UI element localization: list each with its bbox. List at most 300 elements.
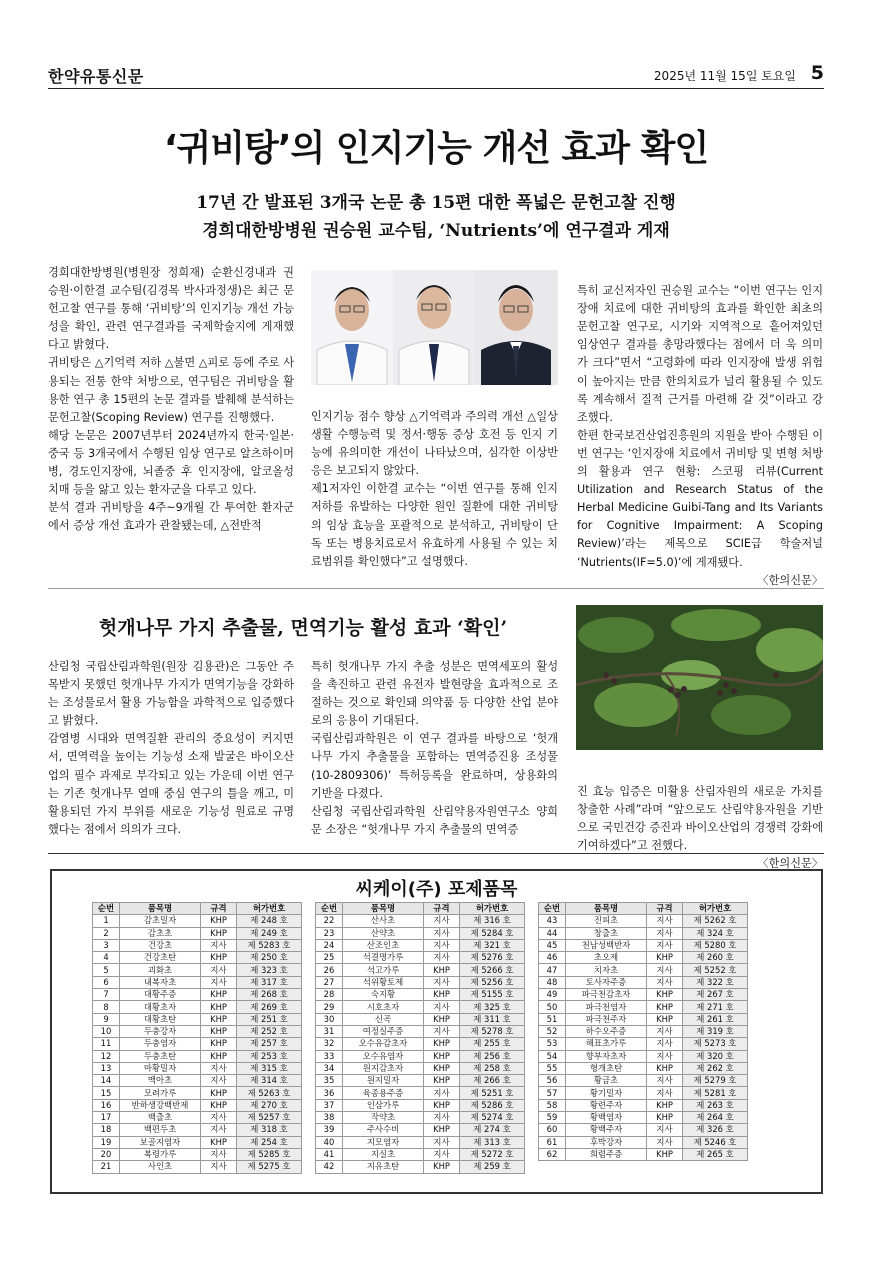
product-spec: 지사 (424, 1087, 460, 1099)
product-name: 대황초자 (120, 1001, 201, 1013)
product-name: 마황밀자 (120, 1062, 201, 1074)
product-number: 21 (93, 1161, 120, 1173)
product-table-header: 순번 (316, 903, 343, 915)
product-row (539, 1148, 748, 1160)
product-name: 파극천염자 (566, 1001, 647, 1013)
product-number: 49 (539, 989, 566, 1001)
product-spec: 지사 (647, 1136, 683, 1148)
product-spec: 지사 (424, 915, 460, 927)
product-spec: KHP (647, 1112, 683, 1124)
product-name: 감초초 (120, 927, 201, 939)
product-table-header: 허가번호 (237, 903, 302, 915)
product-spec: 지사 (647, 1087, 683, 1099)
product-license: 제 5283 호 (237, 939, 302, 951)
product-name: 백편두초 (120, 1124, 201, 1136)
product-number: 11 (93, 1038, 120, 1050)
product-row (93, 1050, 302, 1062)
product-number: 15 (93, 1087, 120, 1099)
product-license: 제 5256 호 (460, 976, 525, 988)
product-name: 진피초 (566, 915, 647, 927)
product-name: 후박강자 (566, 1136, 647, 1148)
product-spec: KHP (201, 1099, 237, 1111)
product-name: 지실초 (343, 1148, 424, 1160)
product-number: 22 (316, 915, 343, 927)
product-name: 오수유감초자 (343, 1038, 424, 1050)
product-row (539, 1062, 748, 1074)
product-row (539, 1013, 748, 1025)
product-number: 17 (93, 1112, 120, 1124)
product-spec: 지사 (424, 1001, 460, 1013)
product-spec: KHP (201, 1038, 237, 1050)
product-number: 50 (539, 1001, 566, 1013)
product-number: 62 (539, 1148, 566, 1160)
product-name: 사인초 (120, 1161, 201, 1173)
product-row (316, 1062, 525, 1074)
product-row (93, 1148, 302, 1160)
product-name: 황련주자 (566, 1099, 647, 1111)
product-license: 제 256 호 (460, 1050, 525, 1062)
product-license: 제 258 호 (460, 1062, 525, 1074)
product-name: 황기밀자 (566, 1087, 647, 1099)
product-license: 제 264 호 (683, 1112, 748, 1124)
product-license: 제 5274 호 (460, 1112, 525, 1124)
product-spec: KHP (201, 927, 237, 939)
product-spec: KHP (201, 1136, 237, 1148)
product-row (316, 1001, 525, 1013)
product-number: 42 (316, 1161, 343, 1173)
product-name: 맥아초 (120, 1075, 201, 1087)
product-number: 36 (316, 1087, 343, 1099)
product-license: 제 5284 호 (460, 927, 525, 939)
product-row (93, 1087, 302, 1099)
product-number: 59 (539, 1112, 566, 1124)
product-spec: KHP (424, 964, 460, 976)
product-number: 51 (539, 1013, 566, 1025)
product-name: 석위황토제 (343, 976, 424, 988)
product-name: 두충초탄 (120, 1050, 201, 1062)
product-number: 1 (93, 915, 120, 927)
article-divider (48, 588, 824, 589)
product-number: 34 (316, 1062, 343, 1074)
product-name: 황백염자 (566, 1112, 647, 1124)
product-spec: 지사 (201, 1112, 237, 1124)
product-row (539, 1038, 748, 1050)
product-row (93, 1099, 302, 1111)
product-number: 57 (539, 1087, 566, 1099)
product-name: 파극천주자 (566, 1013, 647, 1025)
product-license: 제 262 호 (683, 1062, 748, 1074)
product-table-header: 품목명 (120, 903, 201, 915)
product-name: 대황주증 (120, 989, 201, 1001)
product-spec: KHP (424, 1161, 460, 1173)
product-spec: 지사 (647, 1038, 683, 1050)
product-spec: 지사 (647, 915, 683, 927)
product-name: 신곡 (343, 1013, 424, 1025)
product-license: 제 313 호 (460, 1136, 525, 1148)
product-license: 제 267 호 (683, 989, 748, 1001)
product-license: 제 266 호 (460, 1075, 525, 1087)
product-spec: 지사 (647, 927, 683, 939)
product-spec: KHP (201, 1025, 237, 1037)
product-number: 38 (316, 1112, 343, 1124)
product-spec: KHP (647, 1013, 683, 1025)
product-row (316, 1148, 525, 1160)
product-number: 20 (93, 1148, 120, 1160)
product-row (93, 1062, 302, 1074)
product-row (93, 1025, 302, 1037)
product-table-col-2 (315, 902, 525, 1174)
product-table-header: 허가번호 (460, 903, 525, 915)
product-table-header: 순번 (93, 903, 120, 915)
product-row (316, 1136, 525, 1148)
product-table-header: 규격 (424, 903, 460, 915)
product-name: 작약초 (343, 1112, 424, 1124)
product-license: 제 5252 호 (683, 964, 748, 976)
product-spec: 지사 (201, 1148, 237, 1160)
product-number: 12 (93, 1050, 120, 1062)
product-row (539, 976, 748, 988)
product-name: 원지밀자 (343, 1075, 424, 1087)
product-row (539, 1075, 748, 1087)
product-row (316, 915, 525, 927)
product-number: 40 (316, 1136, 343, 1148)
product-spec: KHP (647, 1001, 683, 1013)
product-license: 제 255 호 (460, 1038, 525, 1050)
product-number: 43 (539, 915, 566, 927)
product-license: 제 250 호 (237, 952, 302, 964)
article2-headline: 헛개나무 가지 추출물, 면역기능 활성 효과 ‘확인’ (98, 617, 508, 639)
product-row (539, 1112, 748, 1124)
product-row (93, 1013, 302, 1025)
product-row (539, 1087, 748, 1099)
product-number: 13 (93, 1062, 120, 1074)
product-spec: KHP (647, 1148, 683, 1160)
product-spec: 지사 (201, 1124, 237, 1136)
product-name: 지모염자 (343, 1136, 424, 1148)
product-row (316, 927, 525, 939)
product-row (93, 1112, 302, 1124)
product-table-header: 품목명 (566, 903, 647, 915)
product-table-header-row (93, 903, 302, 915)
product-name: 건강초 (120, 939, 201, 951)
product-spec: 지사 (424, 939, 460, 951)
product-license: 제 323 호 (237, 964, 302, 976)
product-name: 산약초 (343, 927, 424, 939)
product-row (539, 939, 748, 951)
product-name: 내복자초 (120, 976, 201, 988)
product-license: 제 5278 호 (460, 1025, 525, 1037)
product-row (539, 1124, 748, 1136)
product-license: 제 271 호 (683, 1001, 748, 1013)
product-row (93, 915, 302, 927)
product-number: 45 (539, 939, 566, 951)
product-row (539, 915, 748, 927)
product-number: 61 (539, 1136, 566, 1148)
product-name: 육종용주증 (343, 1087, 424, 1099)
product-row (93, 939, 302, 951)
product-name: 두충강자 (120, 1025, 201, 1037)
product-spec: KHP (201, 1050, 237, 1062)
product-name: 반하생강백반제 (120, 1099, 201, 1111)
product-number: 3 (93, 939, 120, 951)
product-table-col-3 (538, 902, 748, 1161)
product-row (539, 1001, 748, 1013)
product-number: 58 (539, 1099, 566, 1111)
product-spec: KHP (647, 1099, 683, 1111)
product-license: 제 320 호 (683, 1050, 748, 1062)
product-row (93, 1038, 302, 1050)
product-name: 치자초 (566, 964, 647, 976)
product-license: 제 260 호 (683, 952, 748, 964)
product-name: 대황초탄 (120, 1013, 201, 1025)
product-license: 제 270 호 (237, 1099, 302, 1111)
product-spec: KHP (424, 1013, 460, 1025)
product-row (539, 964, 748, 976)
product-row (93, 976, 302, 988)
product-list-box (50, 869, 823, 1194)
product-name: 천남성백반자 (566, 939, 647, 951)
product-spec: 지사 (424, 1025, 460, 1037)
product-license: 제 261 호 (683, 1013, 748, 1025)
product-row (316, 1099, 525, 1111)
product-list-title: 씨케이(주) 포제품목 (355, 879, 518, 900)
hovenia-branch-image (576, 605, 823, 750)
product-table-col-1 (92, 902, 302, 1174)
product-row (316, 1075, 525, 1087)
product-spec: 지사 (647, 1075, 683, 1087)
product-row (539, 1136, 748, 1148)
product-row (316, 939, 525, 951)
article1-column-3-text: 특히 교신저자인 권승원 교수는 “이번 연구는 인지장애 치료에 대한 귀비탕의 효과를 확인한 최초의 문헌고찰 연구로, 시기와 지역적으로 흩어져있던 임상연구 결과를 총망라했다는 점에서 더 욱 의미가 크다”면서 “고령화에 따라 인지장애 발생 위험이 높아지는 만큼 한의치료가 널리 활용될 수 있도록 계속해서 질적 근거를 마련해 갈 것”이라고 강조했다. 한편 한국보건산업진흥원의 지원을 받아 수행된 이번 연구는 ‘인지장애 치료에서 귀비탕 및 변형 처방의 활용과 연구 현황: 스코핑 리뷰(Current Utilization and Research Status of the Herbal Medicine Guibi-Tang and Its Variants for Cognitive Impairment: A Scoping Review)’라는 제목으로 SCIE급 학술저널 ‘Nutrients(IF=5.0)’에 게재됐다. (577, 284, 823, 569)
article1-column-2: 인지기능 점수 향상 △기억력과 주의력 개선 △일상생활 수행능력 및 정서·행동 증상 호전 등 인지 기능에 유의미한 개선이 나타났으며, 심각한 이상반응은 보고되지 않았다. 제1저자인 이한결 교수는 “이번 연구를 통해 인지 저하를 유발하는 다양한 원인 질환에 대한 귀비탕의 임상 효능을 포괄적으로 분석하고, 귀비탕이 단독 또는 병용치료로서 유효하게 사용될 수 있는 치료범위를 확인했다”고 설명했다. (311, 410, 558, 568)
product-spec: 지사 (201, 964, 237, 976)
product-number: 39 (316, 1124, 343, 1136)
product-name: 인삼가루 (343, 1099, 424, 1111)
product-spec: KHP (424, 1038, 460, 1050)
product-license: 제 318 호 (237, 1124, 302, 1136)
product-license: 제 5273 호 (683, 1038, 748, 1050)
product-number: 8 (93, 1001, 120, 1013)
product-number: 54 (539, 1050, 566, 1062)
hovenia-branch-photo (576, 605, 823, 750)
product-spec: 지사 (424, 1148, 460, 1160)
product-number: 19 (93, 1136, 120, 1148)
product-number: 10 (93, 1025, 120, 1037)
article1-subhead-2: 경희대한방병원 권승원 교수팀, ‘Nutrients’에 연구결과 게재 (202, 221, 670, 241)
product-license: 제 257 호 (237, 1038, 302, 1050)
section-divider (48, 853, 824, 854)
product-number: 55 (539, 1062, 566, 1074)
product-spec: KHP (647, 989, 683, 1001)
product-spec: KHP (424, 1099, 460, 1111)
product-name: 여정실주증 (343, 1025, 424, 1037)
article1-subhead-1: 17년 간 발표된 3개국 논문 총 15편 대한 폭넓은 문헌고찰 진행 (196, 193, 676, 213)
product-row (539, 1050, 748, 1062)
product-license: 제 5280 호 (683, 939, 748, 951)
product-row (539, 1099, 748, 1111)
product-row (539, 927, 748, 939)
product-name: 창출초 (566, 927, 647, 939)
product-license: 제 5285 호 (237, 1148, 302, 1160)
product-name: 희렴주증 (566, 1148, 647, 1160)
product-number: 56 (539, 1075, 566, 1087)
product-number: 37 (316, 1099, 343, 1111)
product-number: 29 (316, 1001, 343, 1013)
product-name: 감초밀자 (120, 915, 201, 927)
article1-headline: ‘귀비탕’의 인지기능 개선 효과 확인 (163, 128, 709, 169)
product-spec: KHP (424, 989, 460, 1001)
issue-date: 2025년 11월 15일 토요일 (653, 69, 796, 83)
product-spec: 지사 (424, 1136, 460, 1148)
product-license: 제 5281 호 (683, 1087, 748, 1099)
article2-column-1: 산림청 국립산림과학원(원장 김용관)은 그동안 주목받지 못했던 헛개나무 가지가 면역기능을 강화하는 조성물로서 활용 가능함을 과학적으로 입증했다고 밝혔다. 감염병 시대와 면역질환 관리의 중요성이 커지면서, 면역력을 높이는 기능성 소재 발굴은 바이오산업의 필수 과제로 부각되고 있는 가운데 이번 연구는 기존 헛개나무 열매 중심 연구의 틀을 깨고, 미활용되던 가지 부위를 새로운 기능성 원료로 규명했다는 점에서 의의가 크다. (48, 660, 294, 836)
product-number: 18 (93, 1124, 120, 1136)
product-license: 제 5263 호 (237, 1087, 302, 1099)
product-number: 23 (316, 927, 343, 939)
product-number: 47 (539, 964, 566, 976)
product-license: 제 263 호 (683, 1099, 748, 1111)
product-number: 33 (316, 1050, 343, 1062)
product-number: 44 (539, 927, 566, 939)
product-license: 제 249 호 (237, 927, 302, 939)
product-license: 제 319 호 (683, 1025, 748, 1037)
product-name: 원지감초자 (343, 1062, 424, 1074)
product-spec: 지사 (647, 1025, 683, 1037)
product-number: 16 (93, 1099, 120, 1111)
product-license: 제 5257 호 (237, 1112, 302, 1124)
product-spec: 지사 (201, 1062, 237, 1074)
product-row (93, 964, 302, 976)
researchers-photo (311, 270, 558, 385)
product-spec: 지사 (647, 1124, 683, 1136)
product-row (93, 989, 302, 1001)
product-number: 9 (93, 1013, 120, 1025)
product-row (316, 976, 525, 988)
product-name: 모려가루 (120, 1087, 201, 1099)
product-name: 형개초탄 (566, 1062, 647, 1074)
product-name: 산조인초 (343, 939, 424, 951)
product-number: 31 (316, 1025, 343, 1037)
product-table-header-row (316, 903, 525, 915)
product-license: 제 314 호 (237, 1075, 302, 1087)
product-name: 초오제 (566, 952, 647, 964)
product-row (93, 1001, 302, 1013)
product-number: 46 (539, 952, 566, 964)
product-row (316, 1050, 525, 1062)
product-name: 석결명가루 (343, 952, 424, 964)
product-row (316, 1112, 525, 1124)
product-license: 제 5155 호 (460, 989, 525, 1001)
masthead (48, 62, 824, 89)
product-number: 14 (93, 1075, 120, 1087)
product-number: 24 (316, 939, 343, 951)
product-license: 제 268 호 (237, 989, 302, 1001)
product-spec: 지사 (201, 1161, 237, 1173)
product-license: 제 321 호 (460, 939, 525, 951)
product-spec: KHP (201, 989, 237, 1001)
product-table-header: 규격 (201, 903, 237, 915)
product-number: 48 (539, 976, 566, 988)
product-spec: KHP (201, 1013, 237, 1025)
product-table-header: 규격 (647, 903, 683, 915)
product-spec: 지사 (647, 939, 683, 951)
product-name: 석고가루 (343, 964, 424, 976)
product-license: 제 265 호 (683, 1148, 748, 1160)
product-number: 41 (316, 1148, 343, 1160)
product-license: 제 324 호 (683, 927, 748, 939)
product-row (539, 1025, 748, 1037)
product-license: 제 5251 호 (460, 1087, 525, 1099)
product-license: 제 5246 호 (683, 1136, 748, 1148)
product-number: 26 (316, 964, 343, 976)
product-number: 6 (93, 976, 120, 988)
product-name: 숙지황 (343, 989, 424, 1001)
product-spec: KHP (424, 1050, 460, 1062)
product-row (539, 952, 748, 964)
product-name: 백출초 (120, 1112, 201, 1124)
product-spec: 지사 (647, 964, 683, 976)
product-table-header: 품목명 (343, 903, 424, 915)
product-number: 7 (93, 989, 120, 1001)
product-license: 제 316 호 (460, 915, 525, 927)
product-license: 제 252 호 (237, 1025, 302, 1037)
article2-credit: 〈한의신문〉 (757, 857, 823, 871)
product-license: 제 322 호 (683, 976, 748, 988)
product-name: 건강초탄 (120, 952, 201, 964)
product-spec: 지사 (424, 927, 460, 939)
product-license: 제 325 호 (460, 1001, 525, 1013)
product-license: 제 311 호 (460, 1013, 525, 1025)
product-name: 해표초가루 (566, 1038, 647, 1050)
product-number: 5 (93, 964, 120, 976)
product-spec: 지사 (424, 976, 460, 988)
product-license: 제 5286 호 (460, 1099, 525, 1111)
product-name: 지유초탄 (343, 1161, 424, 1173)
product-row (316, 1161, 525, 1173)
product-license: 제 315 호 (237, 1062, 302, 1074)
product-row (93, 927, 302, 939)
product-row (93, 952, 302, 964)
product-spec: 지사 (647, 976, 683, 988)
product-spec: KHP (424, 1124, 460, 1136)
product-row (539, 989, 748, 1001)
product-name: 황백주자 (566, 1124, 647, 1136)
product-name: 주사수비 (343, 1124, 424, 1136)
product-license: 제 251 호 (237, 1013, 302, 1025)
page-number: 5 (810, 62, 824, 84)
product-name: 산사초 (343, 915, 424, 927)
article2-column-3-text: 진 효능 입증은 미활용 산림자원의 새로운 가치를 창출한 사례”라며 “앞으로도 산림약용자원을 기반으로 국민건강 증진과 바이오산업의 경쟁력 강화에 기여하겠다”고 전했다. (577, 785, 823, 853)
product-license: 제 5262 호 (683, 915, 748, 927)
product-name: 복령가루 (120, 1148, 201, 1160)
product-license: 제 5272 호 (460, 1148, 525, 1160)
product-spec: KHP (201, 1087, 237, 1099)
product-spec: KHP (424, 1075, 460, 1087)
product-spec: KHP (647, 1062, 683, 1074)
researchers-photo-image (311, 270, 558, 385)
product-license: 제 254 호 (237, 1136, 302, 1148)
product-license: 제 248 호 (237, 915, 302, 927)
product-number: 35 (316, 1075, 343, 1087)
product-license: 제 274 호 (460, 1124, 525, 1136)
product-spec: 지사 (647, 1050, 683, 1062)
product-number: 32 (316, 1038, 343, 1050)
product-name: 오수유염자 (343, 1050, 424, 1062)
product-license: 제 5276 호 (460, 952, 525, 964)
newspaper-brand: 한약유통신문 (48, 67, 144, 86)
product-number: 53 (539, 1038, 566, 1050)
product-license: 제 259 호 (460, 1161, 525, 1173)
